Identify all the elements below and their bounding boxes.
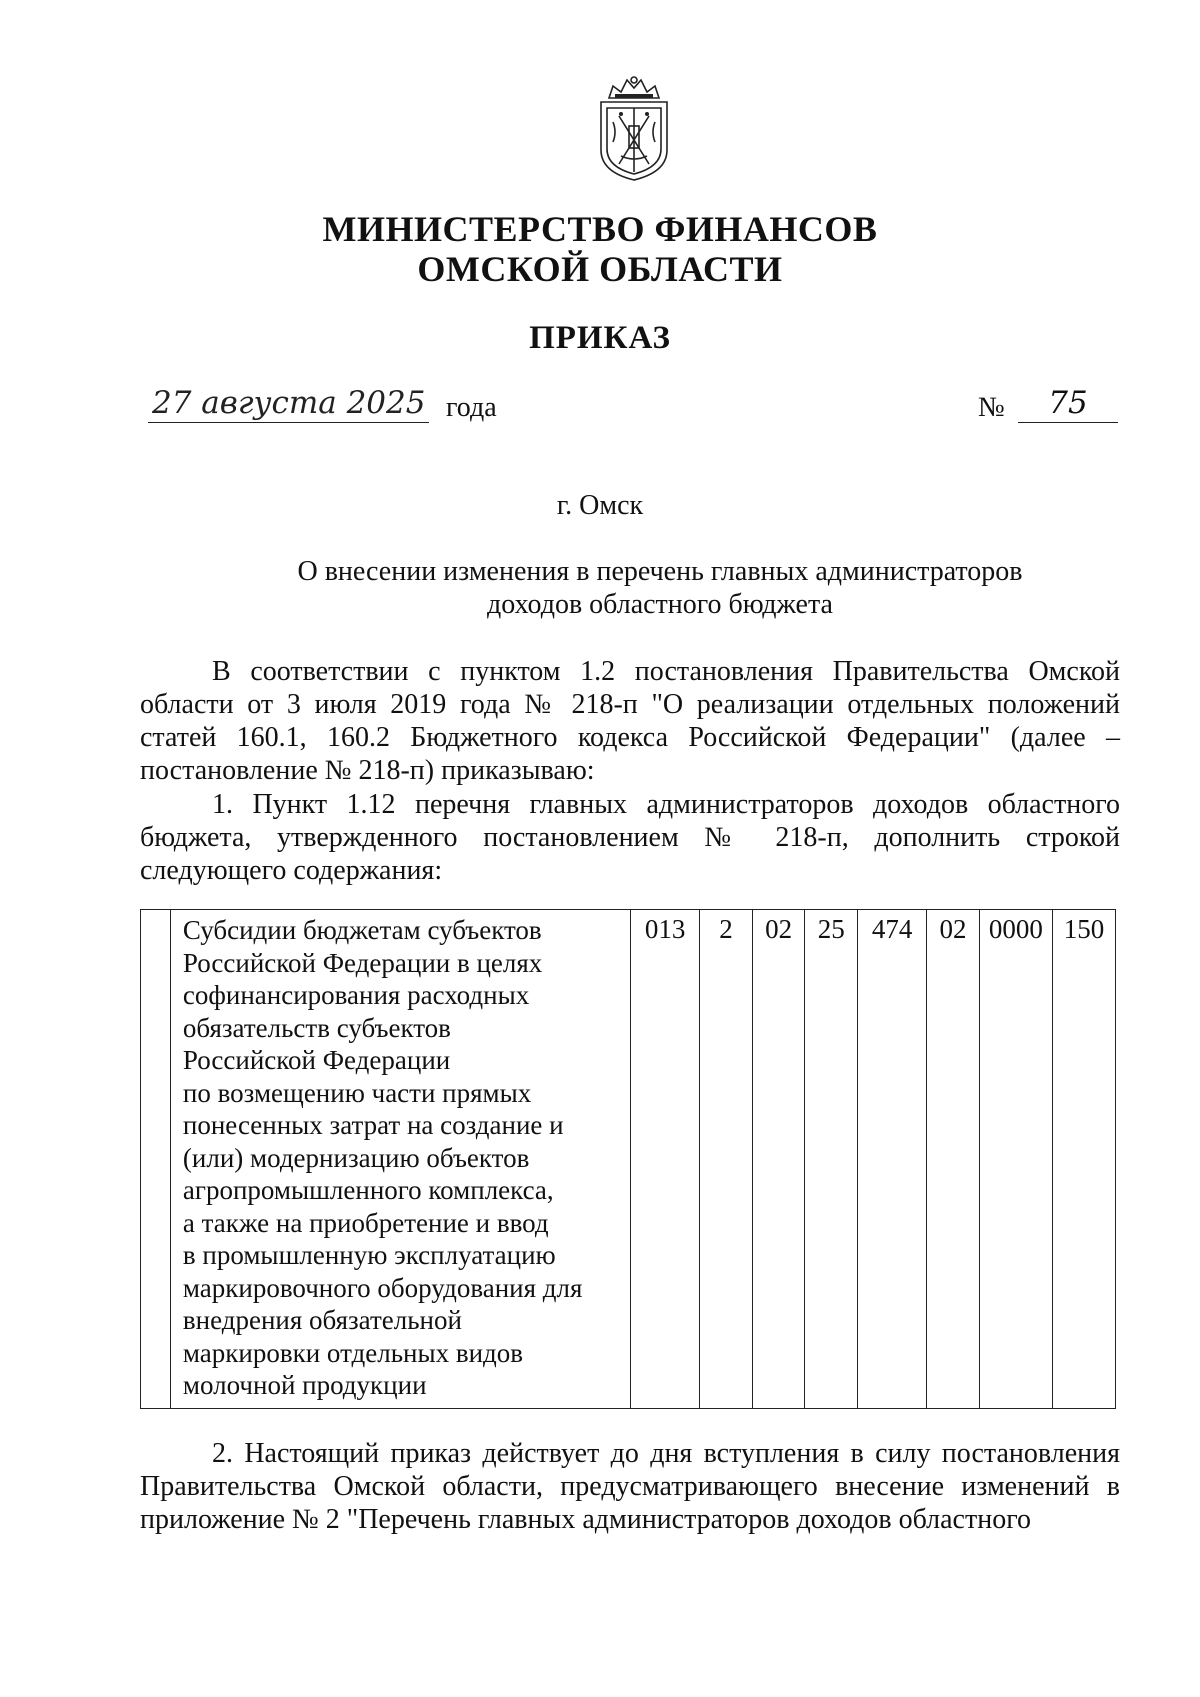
description-line: маркировки отдельных видов (182, 1337, 524, 1368)
number-sign: № (978, 392, 1005, 423)
table-cell-code: 02 (927, 910, 980, 1409)
table-cell-code: 013 (631, 910, 700, 1409)
description-line: Субсидии бюджетам субъектов (182, 915, 542, 945)
paragraph-item-1: 1. Пункт 1.12 перечня главных администраторов доходов областного бюджета, утвержденного постановлением № 218-п, дополнить строкой следующего содержания: (140, 789, 1120, 886)
document-type-title: ПРИКАЗ (529, 320, 671, 356)
description-line: внедрения обязательной (182, 1305, 462, 1335)
date-number-row (138, 385, 1118, 438)
description-line: софинансирования расходных (182, 980, 530, 1010)
description-line: маркировочного оборудования для (182, 1272, 583, 1303)
table-row (141, 910, 1116, 1409)
table-cell-code: 0000 (979, 910, 1052, 1409)
description-line: в промышленную эксплуатацию (182, 1240, 556, 1270)
omsk-coat-of-arms-icon (591, 72, 677, 184)
intro-paragraph: В соответствии с пунктом 1.2 постановления Правительства Омской области от 3 июля 2019 года № 218-п "О реализации отдельных положений статей 160.1, 160.2 Бюджетного кодекса Российской Федерации" (далее – постановление № 218-п) приказываю: (140, 656, 1120, 786)
subject-line: доходов областного бюджета (487, 589, 833, 620)
table-cell-code: 150 (1053, 910, 1116, 1409)
table-cell-description (170, 910, 630, 1409)
description-line: понесенных затрат на создание и (182, 1110, 564, 1140)
description-line: (или) модернизацию объектов (182, 1142, 530, 1173)
document-subject (280, 555, 1040, 621)
description-line: Российской Федерации в целях (182, 947, 543, 978)
handwritten-date: 27 августа 2025 (148, 384, 429, 423)
handwritten-number: 75 (1018, 384, 1118, 423)
table-cell-code: 02 (752, 910, 805, 1409)
description-line: Российской Федерации (182, 1045, 451, 1075)
ministry-name-line2: ОМСКОЙ ОБЛАСТИ (417, 249, 783, 289)
description-line: обязательств субъектов (182, 1012, 451, 1043)
description-line: по возмещению части прямых (182, 1077, 532, 1108)
date-year-suffix: года (446, 392, 497, 423)
description-line: агропромышленного комплекса, (182, 1175, 554, 1205)
subject-line: О внесении изменения в перечень главных администраторов (297, 556, 1023, 587)
city-name: г. Омск (556, 490, 644, 521)
paragraph-item-2: 2. Настоящий приказ действует до дня вступления в силу постановления Правительства Омской области, предусматривающего внесение изменений в приложение № 2 "Перечень главных администраторов доходов областного (140, 1438, 1120, 1535)
ministry-name-line1: МИНИСТЕРСТВО ФИНАНСОВ (322, 209, 878, 249)
table-cell-code: 474 (858, 910, 927, 1409)
income-codes-table (140, 909, 1116, 1409)
description-line: а также на приобретение и ввод (182, 1207, 549, 1238)
description-line: молочной продукции (182, 1370, 427, 1400)
table-cell-code: 25 (805, 910, 858, 1409)
table-cell-blank (141, 910, 171, 1409)
table-cell-code: 2 (700, 910, 753, 1409)
